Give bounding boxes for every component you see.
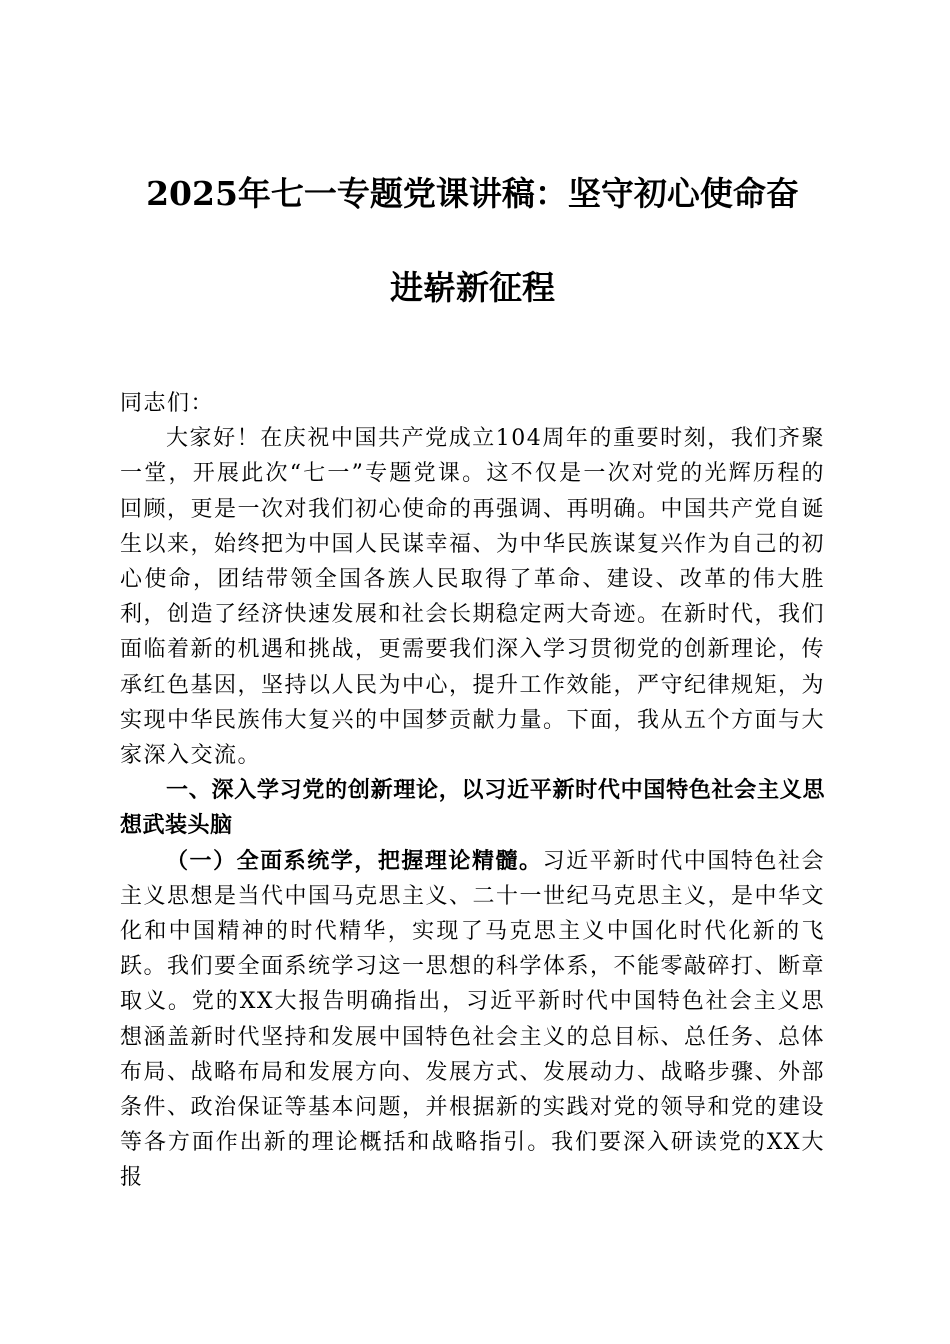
- subsection-1-paragraph: [120, 844, 825, 1196]
- document-body: [120, 386, 825, 1196]
- subsection-1-text: 习近平新时代中国特色社会主义思想是当代中国马克思主义、二十一世纪马克思主义，是中华文化和中国精神的时代精华，实现了马克思主义中国化时代化新的飞跃。我们要全面系统学习这一思想的科学体系，不能零敲碎打、断章取义。党的XX大报告明确指出，习近平新时代中国特色社会主义思想涵盖新时代坚持和发展中国特色社会主义的总目标、总任务、总体布局、战略布局和发展方向、发展方式、发展动力、战略步骤、外部条件、政治保证等基本问题，并根据新的实践对党的领导和党的建设等各方面作出新的理论概括和战略指引。我们要深入研读党的XX大报: [120, 848, 826, 1191]
- title-line-2: 进崭新征程: [390, 268, 555, 307]
- section-1-heading: 一、深入学习党的创新理论，以习近平新时代中国特色社会主义思想武装头脑: [120, 778, 825, 839]
- subsection-1-heading: （一）全面系统学，把握理论精髓。: [166, 847, 543, 874]
- title-line-1: 2025年七一专题党课讲稿：坚守初心使命奋: [146, 174, 799, 213]
- salutation: 同志们：: [120, 391, 215, 416]
- document-page: [120, 170, 825, 1196]
- intro-paragraph: 大家好！在庆祝中国共产党成立104周年的重要时刻，我们齐聚一堂，开展此次“七一”专题党课。这不仅是一次对党的光辉历程的回顾，更是一次对我们初心使命的再强调、再明确。中国共产党自诞生以来，始终把为中国人民谋幸福、为中华民族谋复兴作为自己的初心使命，团结带领全国各族人民取得了革命、建设、改革的伟大胜利，创造了经济快速发展和社会长期稳定两大奇迹。在新时代，我们面临着新的机遇和挑战，更需要我们深入学习贯彻党的创新理论，传承红色基因，坚持以人民为中心，提升工作效能，严守纪律规矩，为实现中华民族伟大复兴的中国梦贡献力量。下面，我从五个方面与大家深入交流。: [120, 426, 826, 769]
- document-title: [120, 170, 825, 312]
